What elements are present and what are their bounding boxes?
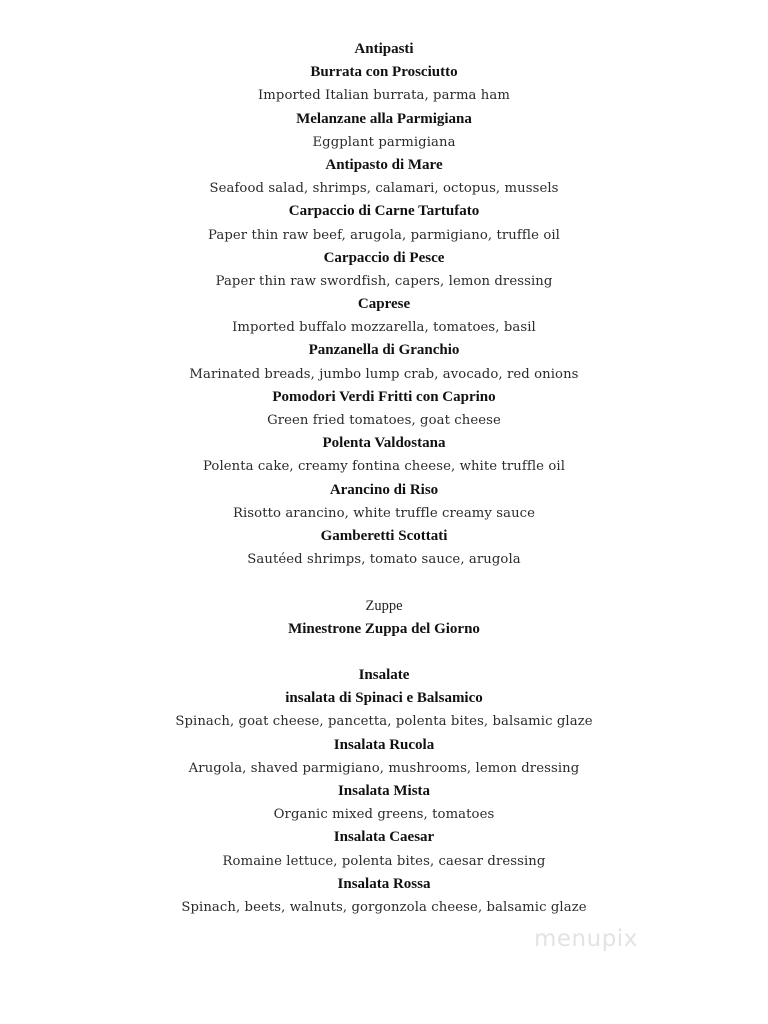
section-title-zuppe: Zuppe <box>365 597 403 614</box>
dish-name: insalata di Spinaci e Balsamico <box>285 690 483 707</box>
dish-name: Panzanella di Granchio <box>308 342 460 359</box>
section-spacer <box>0 571 768 594</box>
dish-description: Green fried tomatoes, goat cheese <box>267 413 501 428</box>
section-title-antipasti: Antipasti <box>354 41 414 57</box>
watermark-text: menupix <box>534 926 638 952</box>
dish-description: Arugola, shaved parmigiano, mushrooms, lemon dressing <box>188 760 580 776</box>
dish-name: Insalata Rossa <box>337 875 431 892</box>
dish-description: Seafood salad, shrimps, calamari, octopus, mussels <box>209 181 559 197</box>
dish-name: Carpaccio di Carne Tartufato <box>288 203 480 220</box>
dish-name: Arancino di Riso <box>329 481 439 498</box>
dish-description: Romaine lettuce, polenta bites, caesar dressing <box>222 853 546 869</box>
dish-description: Sautéed shrimps, tomato sauce, arugola <box>247 552 521 568</box>
dish-name: Pomodori Verdi Fritti con Caprino <box>272 388 496 405</box>
dish-description: Organic mixed greens, tomatoes <box>273 807 495 823</box>
dish-description: Marinated breads, jumbo lump crab, avocado, red onions <box>189 366 579 382</box>
dish-name: Antipasto di Mare <box>325 156 443 173</box>
section-spacer <box>0 641 768 664</box>
dish-description: Paper thin raw swordfish, capers, lemon dressing <box>215 273 553 289</box>
dish-name: Burrata con Prosciutto <box>310 64 458 81</box>
dish-name: Melanzane alla Parmigiana <box>296 110 472 127</box>
dish-name: Insalata Mista <box>337 783 431 799</box>
dish-description: Imported Italian burrata, parma ham <box>258 88 510 104</box>
dish-name: Gamberetti Scottati <box>320 527 448 544</box>
dish-description: Imported buffalo mozzarella, tomatoes, basil <box>232 320 536 336</box>
section-title-insalate: Insalate <box>358 667 410 684</box>
dish-description: Risotto arancino, white truffle creamy sauce <box>232 505 536 521</box>
dish-name: Carpaccio di Pesce <box>323 249 445 266</box>
dish-description: Spinach, goat cheese, pancetta, polenta bites, balsamic glaze <box>175 714 593 730</box>
menu-page <box>0 38 768 919</box>
dish-name: Polenta Valdostana <box>322 435 446 452</box>
dish-description: Spinach, beets, walnuts, gorgonzola cheese, balsamic glaze <box>181 899 587 915</box>
dish-name: Minestrone Zuppa del Giorno <box>288 620 480 637</box>
dish-description: Polenta cake, creamy fontina cheese, white truffle oil <box>202 459 566 475</box>
dish-description: Paper thin raw beef, arugola, parmigiano, truffle oil <box>208 227 560 243</box>
dish-name: Insalata Caesar <box>333 829 435 846</box>
dish-name: Insalata Rucola <box>333 736 435 753</box>
dish-description: Eggplant parmigiana <box>312 134 456 150</box>
dish-name: Caprese <box>357 296 411 313</box>
